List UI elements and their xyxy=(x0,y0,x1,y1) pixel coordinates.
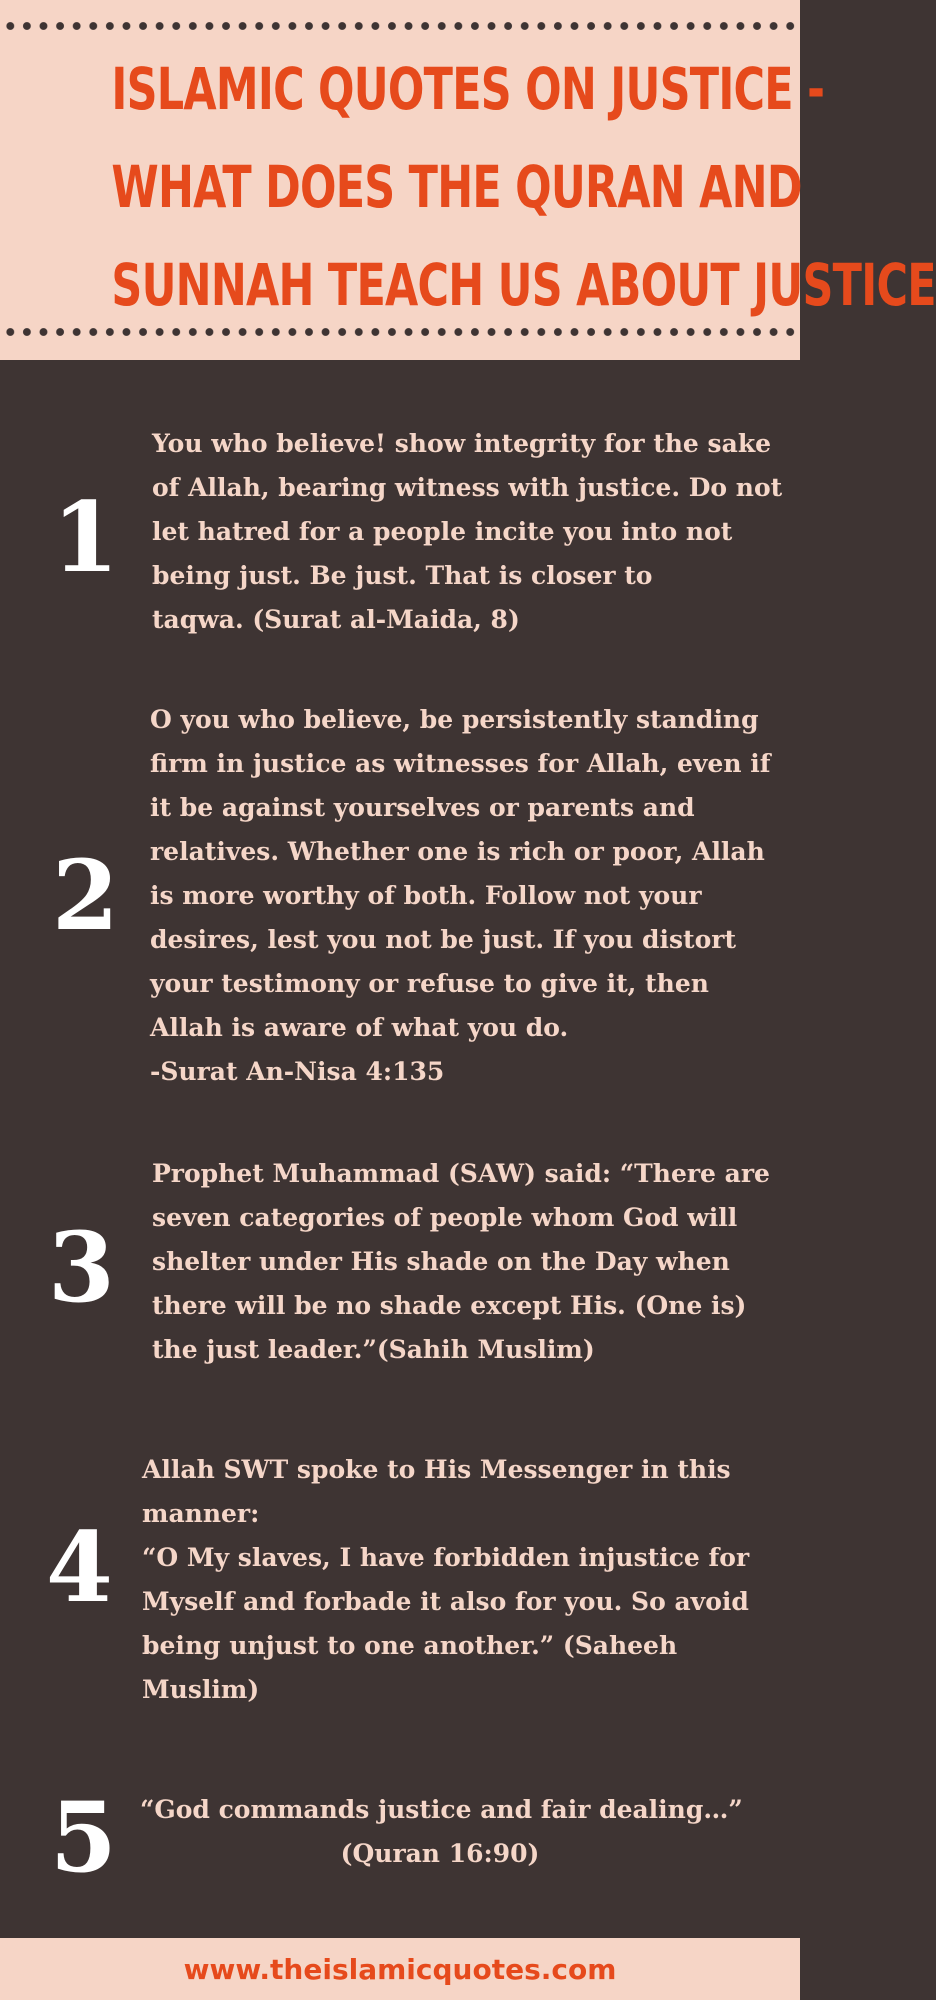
quote-line: relatives. Whether one is rich or poor, Allah xyxy=(150,837,765,866)
quote-line: Prophet Muhammad (SAW) said: “There are xyxy=(152,1159,770,1188)
quote-text xyxy=(142,1448,749,1712)
quote-line: Allah is aware of what you do. xyxy=(150,1013,569,1042)
quote-line: manner: xyxy=(142,1499,260,1528)
title-line: SUNNAH TEACH US ABOUT JUSTICE xyxy=(111,251,936,319)
quote-line: of Allah, bearing witness with justice. Do not xyxy=(152,473,783,502)
quote-line: there will be no shade except His. (One is) xyxy=(152,1291,747,1320)
quote-line: “God commands justice and fair dealing…” xyxy=(140,1795,743,1824)
quote-line: your testimony or refuse to give it, then xyxy=(150,969,709,998)
quote-number: 4 xyxy=(46,1511,113,1624)
title-line: ISLAMIC QUOTES ON JUSTICE - xyxy=(111,55,825,123)
quote-line: O you who believe, be persistently standing xyxy=(150,705,759,734)
quote-line: seven categories of people whom God will xyxy=(152,1203,738,1232)
quote-line: being unjust to one another.” (Saheeh xyxy=(142,1631,678,1660)
quote-line: “O My slaves, I have forbidden injustice for xyxy=(142,1543,750,1572)
quote-text xyxy=(152,1152,770,1372)
quote-text xyxy=(140,1788,743,1876)
quote-number: 1 xyxy=(52,481,119,594)
quote-line: Muslim) xyxy=(142,1675,260,1704)
quote-number: 3 xyxy=(48,1211,115,1324)
quote-line: it be against yourselves or parents and xyxy=(150,793,695,822)
dotted-border-bottom xyxy=(0,326,800,338)
quote-line: taqwa. (Surat al-Maida, 8) xyxy=(152,605,520,634)
quote-text xyxy=(150,698,770,1094)
quote-line: -Surat An-Nisa 4:135 xyxy=(150,1057,445,1086)
website-url: www.theislamicquotes.com xyxy=(183,1953,617,1986)
quote-line: (Quran 16:90) xyxy=(340,1839,540,1868)
quote-line: let hatred for a people incite you into not xyxy=(152,517,733,546)
footer-banner xyxy=(0,1938,800,2000)
quote-line: You who believe! show integrity for the sake xyxy=(152,429,772,458)
header-banner xyxy=(0,0,936,360)
quote-line: being just. Be just. That is closer to xyxy=(152,561,653,590)
page-title xyxy=(111,40,936,334)
quote-line: is more worthy of both. Follow not your xyxy=(150,881,702,910)
quote-line: Allah SWT spoke to His Messenger in this xyxy=(142,1455,731,1484)
quote-line: firm in justice as witnesses for Allah, even if xyxy=(150,749,771,778)
quote-line: shelter under His shade on the Day when xyxy=(152,1247,730,1276)
quote-number: 2 xyxy=(52,839,119,952)
dotted-border-top xyxy=(0,20,800,32)
quote-line: desires, lest you not be just. If you distort xyxy=(150,925,736,954)
title-line: WHAT DOES THE QURAN AND xyxy=(111,153,802,221)
quote-line: Myself and forbade it also for you. So avoid xyxy=(142,1587,749,1616)
quote-text xyxy=(152,422,782,642)
quote-line: the just leader.”(Sahih Muslim) xyxy=(152,1335,595,1364)
quote-number: 5 xyxy=(50,1781,117,1894)
